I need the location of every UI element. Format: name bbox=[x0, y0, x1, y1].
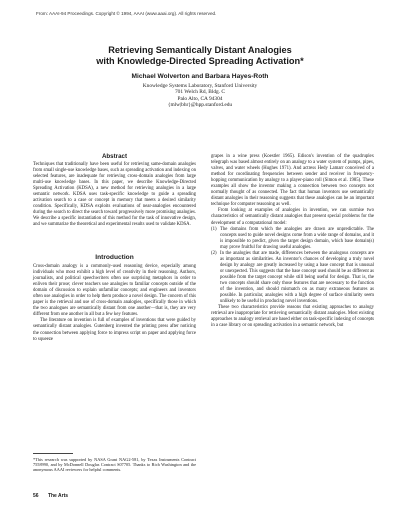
right-paragraph-2: From looking at examples of analogies in invention, we can surmise two characteristics of semantically distant analogies that present special problems for the development of a computational model: bbox=[211, 208, 374, 226]
list-item-text: The domains from which the analogies are drawn are unpredictable. The concepts used to guide novel designs come from a wide range of domains, and it is impossible to predict, given the target design domain, which base domain(s) may prove fruitful for drawing useful analogies. bbox=[220, 226, 374, 250]
right-paragraph-1: grapes in a wine press (Koestler 1965). Edison's invention of the quadruplex telegraph was based almost entirely on an analogy to a water system of pumps, pipes, valves, and water wheels (Hughes 1971). And actress Hedy Lamarr conceived of a method for coordinating frequencies between sender and receiver in frequency-hopping communication by analogy to a player-piano roll (Simon et al. 1985). These examples all show the inventor making a connection between two concepts not normally thought of as connected. The fact that human inventors use semantically distant analogies in their reasoning suggests that these analogies can be an important technique for computer reasoning as well. bbox=[211, 154, 374, 208]
footnote: *This research was supported by NASA Grant NAG2-581, by Texas Instruments Contract 7558990, and by McDonnell Douglas Contract S07705. Thanks to Rich Washington and the anonymous AAAI reviewers for helpful comments. bbox=[33, 457, 196, 473]
list-item bbox=[211, 227, 374, 251]
affiliation bbox=[0, 83, 400, 109]
list-item-number: (2) bbox=[211, 250, 217, 256]
section-name: The Arts bbox=[47, 493, 69, 499]
intro-paragraph-2: The literature on invention is full of examples of inventions that were guided by semantically distant analogies. Gutenberg invented the printing press after noticing the connection between applying force to impress script on paper and applying force to squeeze bbox=[33, 318, 196, 342]
intro-paragraph-1: Cross-domain analogy is a commonly-used reasoning device, especially among individuals who most exhibit a high level of creativity in their reasoning. Authors, journalists, and political speechwriters often use surprising metaphors in order to enliven their prose; clever teachers use analogies to familiar concepts outside of the domain of discussion to explain unfamiliar concepts; and engineers and inventors often use analogies in order to help them produce a novel design. The concern of this paper is the retrieval and use of cross-domain analogies, specifically those in which the two analogues are semantically distant from one another—that is, they are very different from one another in all but a few key features. bbox=[33, 264, 196, 318]
authors: Michael Wolverton and Barbara Hayes-Roth bbox=[131, 73, 269, 80]
abstract-body bbox=[33, 162, 196, 229]
affiliation-line: Palo Alto, CA 94304 bbox=[177, 95, 223, 102]
affiliation-line: Knowledge Systems Laboratory, Stanford University bbox=[142, 83, 258, 89]
footnote-rule bbox=[33, 453, 73, 454]
abstract-heading: Abstract bbox=[101, 153, 128, 160]
page-number: 56 bbox=[33, 493, 39, 499]
title-line-2: with Knowledge-Directed Spreading Activation* bbox=[96, 56, 304, 66]
right-column bbox=[211, 154, 374, 329]
title-line-1: Retrieving Semantically Distant Analogies bbox=[108, 45, 292, 55]
characteristics-list bbox=[211, 227, 374, 306]
abstract-text: Techniques that traditionally have been useful for retrieving same-domain analogies from small single-use knowledge bases, such as spreading activation and indexing on selected features, are inadequate for retrieving cross-domain analogies from large multi-use knowledge bases. In this paper, we describe Knowledge-Directed Spreading Activation (KDSA), a new method for retrieving analogies in a large semantic network. KDSA uses task-specific knowledge to guide a spreading activation search to a case or concept in memory that meets a desired similarity condition. Specifically, KDSA exploits evaluations of near-analogies encountered during the search to direct the search toward progressively more promising analogies. We describe a specific instantiation of this method for the task of innovative design, and we summarize the theoretical and experimental results used to validate KDSA. bbox=[33, 162, 196, 228]
paper-title bbox=[0, 45, 400, 67]
list-item-number: (1) bbox=[211, 226, 217, 232]
affiliation-email: {mlw|bhr}@hpp.stanford.edu bbox=[167, 102, 233, 109]
list-item bbox=[211, 251, 374, 305]
introduction-heading: Introduction bbox=[95, 254, 134, 261]
introduction-body bbox=[33, 264, 196, 343]
list-item-text: In the analogies that are made, differences between the analogous concepts are as important as similarities. An inventor's chances of developing a truly novel design by analogy are greatly increased by using a base concept that is unusual or unexpected. This suggests that the base concept used should be as different as possible from the target concept while still being useful for design. That is, the two concepts should share only those features that are necessary to the function of the invention, and should mismatch on as many extraneous features as possible. In particular, analogies with a high degree of surface similarity seem unlikely to be useful in producing novel inventions. bbox=[220, 250, 374, 305]
affiliation-line: 701 Welch Rd, Bldg. C bbox=[174, 89, 226, 96]
copyright-note: From: AAAI-94 Proceedings. Copyright © 1994, AAAI (www.aaai.org). All rights reserved. bbox=[36, 11, 217, 16]
right-paragraph-3: These two characteristics provide reasons that existing approaches to analogy retrieval are inappropriate for retrieving semantically distant analogies. Most existing approaches to analogy retrieval are based either on task-specific indexing of concepts in a case library or on spreading activation in a semantic network, but bbox=[211, 305, 374, 329]
page-footer bbox=[33, 493, 68, 499]
